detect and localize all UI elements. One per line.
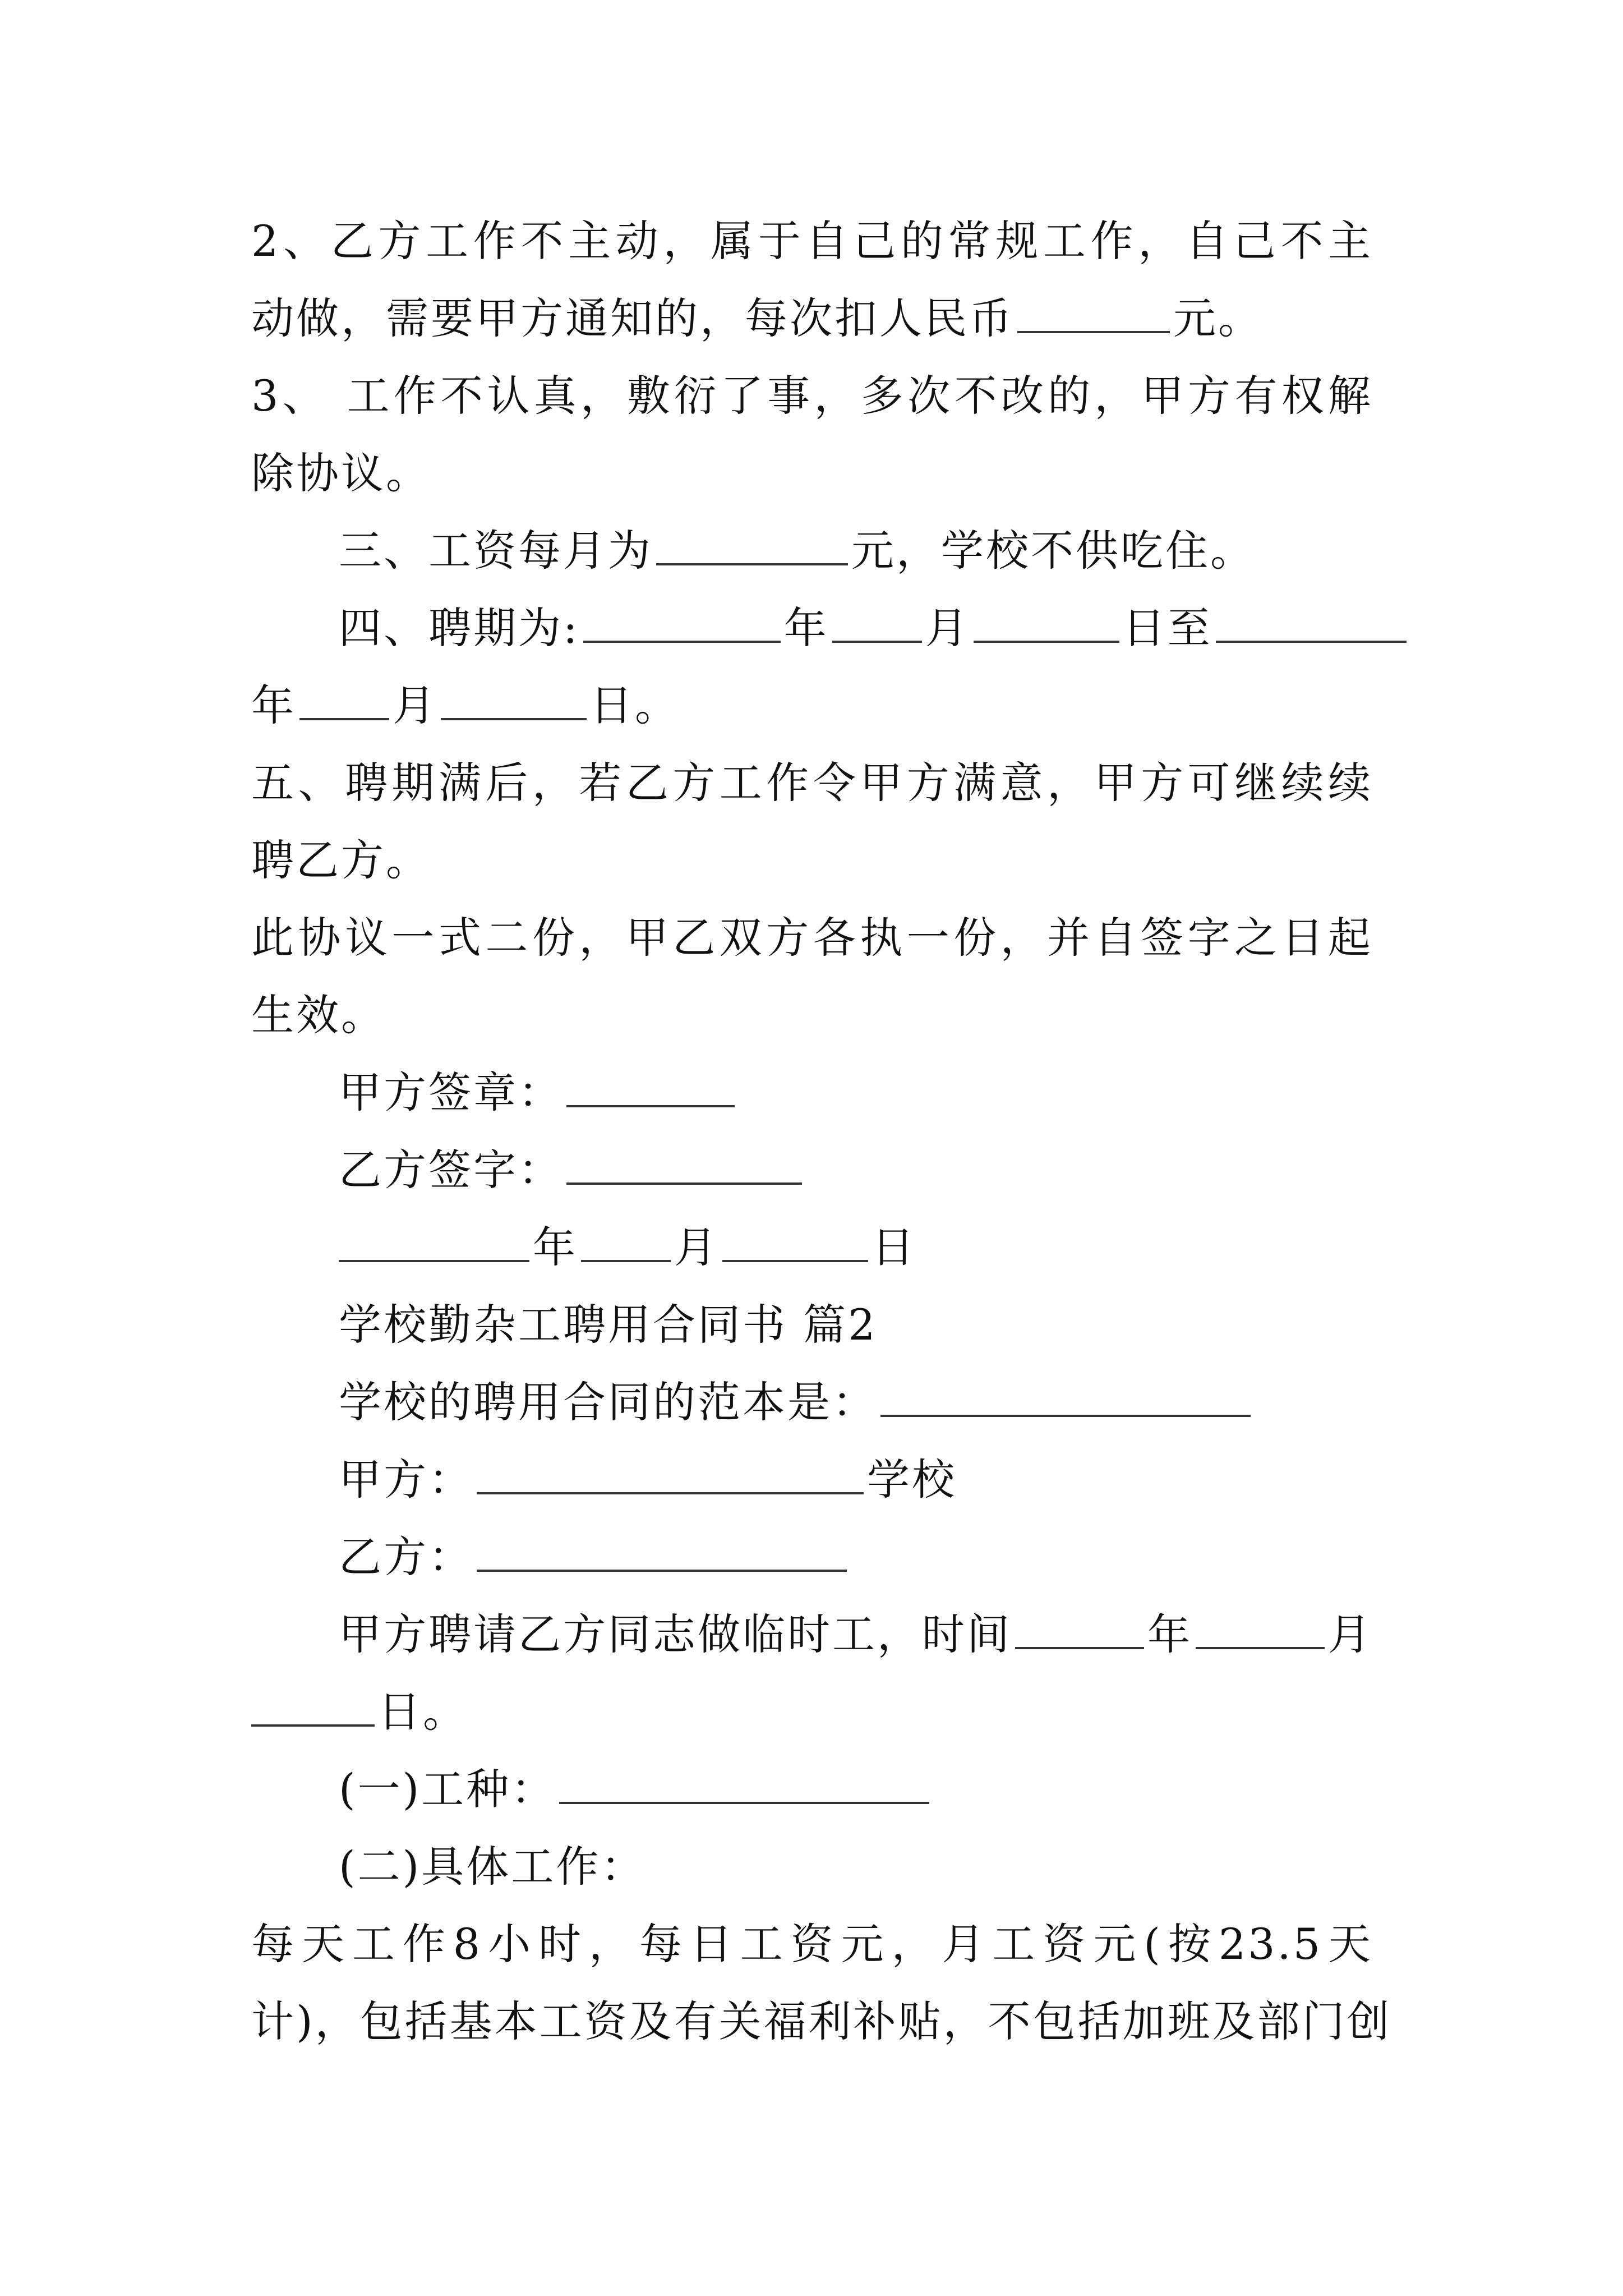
fill-in-blank xyxy=(656,525,848,565)
paragraph-line xyxy=(251,445,431,501)
fill-in-blank xyxy=(299,680,389,720)
paragraph-line xyxy=(251,1684,468,1740)
line-text: 3、 工作不认真，敷衍了事，多次不改的，甲方有权解 xyxy=(251,371,1373,421)
party-b-line xyxy=(339,1529,850,1585)
party-a-line xyxy=(339,1452,957,1508)
fill-in-blank xyxy=(1216,602,1407,643)
paragraph-line xyxy=(339,1839,645,1895)
line-text: 甲方签章： xyxy=(339,1068,563,1117)
fill-in-blank xyxy=(477,1454,864,1494)
line-text: 月 xyxy=(393,680,437,730)
line-text: 学校 xyxy=(867,1455,957,1504)
fill-in-blank xyxy=(581,1222,671,1262)
paragraph-line xyxy=(251,213,1373,269)
fill-in-blank xyxy=(1015,1609,1144,1649)
fill-in-blank xyxy=(880,1377,1251,1417)
line-text: 月 xyxy=(925,603,970,653)
line-text: 甲方聘请乙方同志做临时工，时间 xyxy=(339,1609,1012,1659)
line-text: 日。 xyxy=(378,1687,468,1737)
line-text: (二)具体工作： xyxy=(339,1842,646,1892)
section-heading xyxy=(339,1297,878,1353)
signature-line-party-b xyxy=(339,1142,805,1198)
line-text: 元。 xyxy=(1173,293,1263,343)
line-text: 学校勤杂工聘用合同书 篇2 xyxy=(339,1300,878,1350)
line-text: 日至 xyxy=(1122,603,1212,653)
paragraph-line xyxy=(251,678,680,734)
fill-in-blank xyxy=(832,602,922,643)
paragraph-line xyxy=(251,987,386,1043)
paragraph-line xyxy=(251,910,1373,966)
line-text: 甲方： xyxy=(339,1455,473,1504)
line-text: 日 xyxy=(872,1222,916,1272)
paragraph-line xyxy=(339,1607,1373,1663)
line-text: 除协议。 xyxy=(251,448,431,498)
line-text: 年 xyxy=(251,680,296,730)
paragraph-line xyxy=(339,1761,933,1818)
line-text: 2、乙方工作不主动，属于自己的常规工作，自己不主 xyxy=(251,216,1373,266)
line-text: 此协议一式二份，甲乙双方各执一份，并自签字之日起 xyxy=(251,913,1373,963)
date-line xyxy=(339,1220,916,1276)
fill-in-blank xyxy=(566,1067,735,1107)
line-text: (一)工种： xyxy=(339,1764,556,1814)
paragraph-line xyxy=(339,600,1410,656)
paragraph-line xyxy=(251,1994,1392,2050)
paragraph-line xyxy=(339,523,1255,579)
line-text: 生效。 xyxy=(251,990,386,1040)
paragraph-line xyxy=(251,832,431,889)
paragraph-line xyxy=(251,368,1373,424)
paragraph-line xyxy=(251,755,1373,811)
line-text: 三、工资每月为 xyxy=(339,526,653,576)
line-text: 年 xyxy=(533,1222,578,1272)
line-text: 聘乙方。 xyxy=(251,835,431,885)
line-text: 日。 xyxy=(590,680,680,730)
paragraph-line xyxy=(251,1916,1373,1972)
fill-in-blank xyxy=(1196,1609,1325,1649)
line-text: 月 xyxy=(1328,1609,1373,1659)
fill-in-blank xyxy=(974,602,1119,643)
fill-in-blank xyxy=(477,1531,847,1572)
line-text: 四、聘期为: xyxy=(339,603,580,653)
fill-in-blank xyxy=(566,1144,802,1185)
paragraph-line xyxy=(251,291,1263,347)
line-text: 乙方： xyxy=(339,1532,473,1582)
line-text: 动做，需要甲方通知的，每次扣人民币 xyxy=(251,293,1014,343)
fill-in-blank xyxy=(722,1222,868,1262)
signature-line-party-a xyxy=(339,1065,738,1121)
fill-in-blank xyxy=(559,1764,929,1804)
line-text: 每天工作8小时，每日工资元，月工资元(按23.5天 xyxy=(251,1919,1373,1969)
paragraph-line xyxy=(339,1374,1254,1430)
line-text: 计)，包括基本工资及有关福利补贴，不包括加班及部门创 xyxy=(251,1996,1392,2046)
line-text: 月 xyxy=(674,1222,719,1272)
line-text: 乙方签字： xyxy=(339,1145,563,1195)
fill-in-blank xyxy=(1017,293,1170,333)
line-text: 年 xyxy=(1147,1609,1192,1659)
fill-in-blank xyxy=(339,1222,529,1262)
line-text: 五、聘期满后，若乙方工作令甲方满意，甲方可继续续 xyxy=(251,758,1373,808)
fill-in-blank xyxy=(251,1686,375,1727)
fill-in-blank xyxy=(441,680,587,720)
line-text: 年 xyxy=(783,603,829,653)
fill-in-blank xyxy=(583,602,781,643)
line-text: 元，学校不供吃住。 xyxy=(851,526,1255,576)
line-text: 学校的聘用合同的范本是： xyxy=(339,1377,877,1427)
